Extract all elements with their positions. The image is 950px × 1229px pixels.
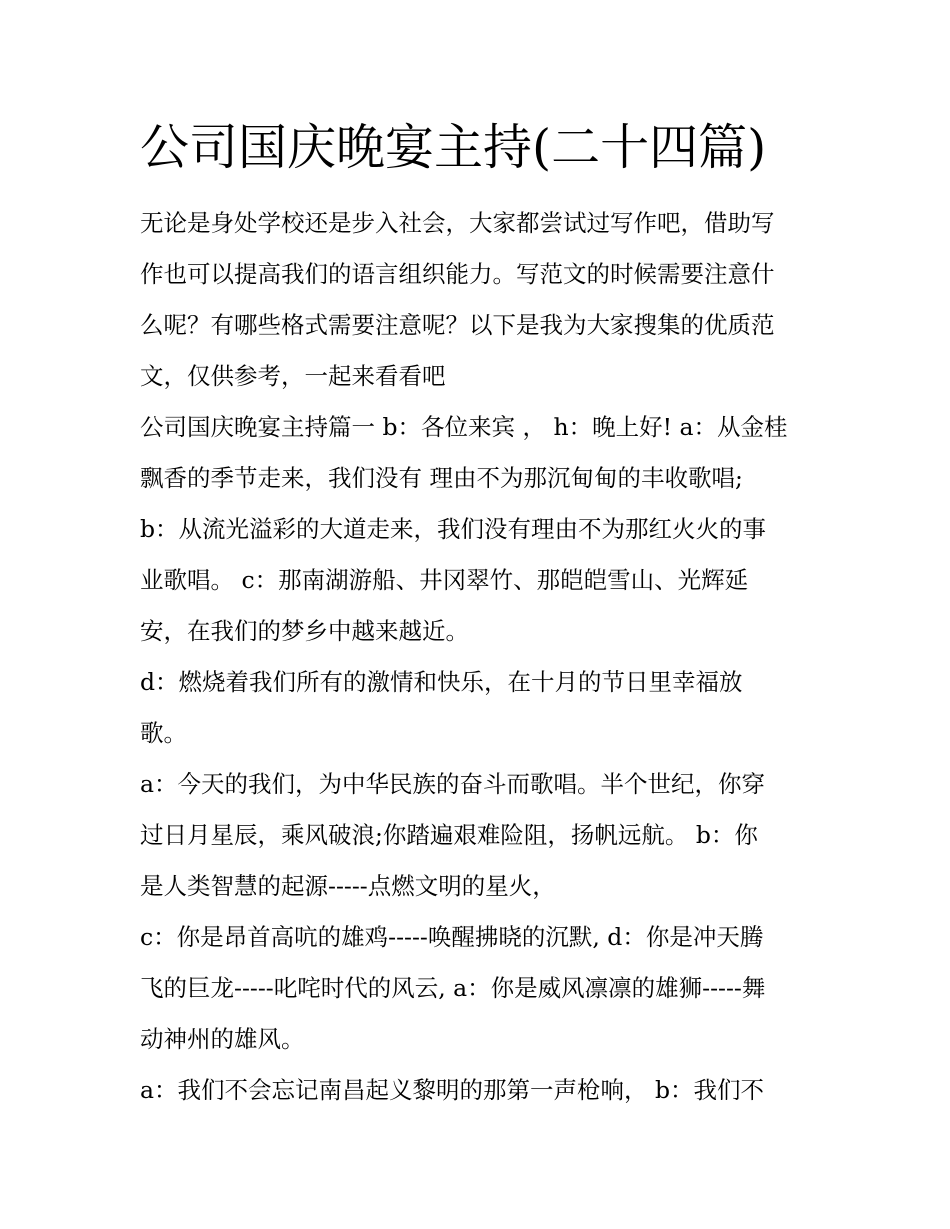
text-line: 文，仅供参考，一起来看看吧 xyxy=(140,362,446,390)
text-line: 飞的巨龙-----叱咤时代的风云, a：你是威风凛凛的雄狮-----舞 xyxy=(140,974,766,1002)
text-line: 歌。 xyxy=(140,719,187,747)
paragraph-intro xyxy=(140,198,820,402)
paragraph xyxy=(140,657,820,759)
text-line: 作也可以提高我们的语言组织能力。写范文的时候需要注意什 xyxy=(140,260,775,288)
document-body xyxy=(140,198,820,1116)
text-line: d：燃烧着我们所有的激情和快乐，在十月的节日里幸福放 xyxy=(140,668,743,696)
paragraph xyxy=(140,759,820,912)
text-line: 是人类智慧的起源-----点燃文明的星火， xyxy=(140,872,556,900)
text-line: 安，在我们的梦乡中越来越近。 xyxy=(140,617,469,645)
paragraph xyxy=(140,402,820,504)
paragraph xyxy=(140,912,820,1065)
text-line: 无论是身处学校还是步入社会，大家都尝试过写作吧，借助写 xyxy=(140,209,775,237)
text-line: 过日月星辰，乘风破浪;你踏遍艰难险阻，扬帆远航。 b：你 xyxy=(140,821,758,849)
paragraph xyxy=(140,1065,820,1116)
text-line: 公司国庆晚宴主持篇一 b：各位来宾 ， h：晚上好! a：从金桂 xyxy=(140,413,788,441)
paragraph xyxy=(140,504,820,657)
text-line: 业歌唱。 c：那南湖游船、井冈翠竹、那皑皑雪山、光辉延 xyxy=(140,566,749,594)
text-line: a：今天的我们，为中华民族的奋斗而歌唱。半个世纪，你穿 xyxy=(140,770,766,798)
text-line: a：我们不会忘记南昌起义黎明的那第一声枪响， b：我们不 xyxy=(140,1076,765,1104)
text-line: 么呢？有哪些格式需要注意呢？以下是我为大家搜集的优质范 xyxy=(140,311,775,339)
document-title: 公司国庆晚宴主持(二十四篇) xyxy=(140,119,767,176)
text-line: 动神州的雄风。 xyxy=(140,1025,305,1053)
text-line: b：从流光溢彩的大道走来，我们没有理由不为那红火火的事 xyxy=(140,515,767,543)
text-line: c：你是昂首高吭的雄鸡-----唤醒拂晓的沉默, d：你是冲天腾 xyxy=(140,923,764,951)
text-line: 飘香的季节走来，我们没有 理由不为那沉甸甸的丰收歌唱; xyxy=(140,464,743,492)
